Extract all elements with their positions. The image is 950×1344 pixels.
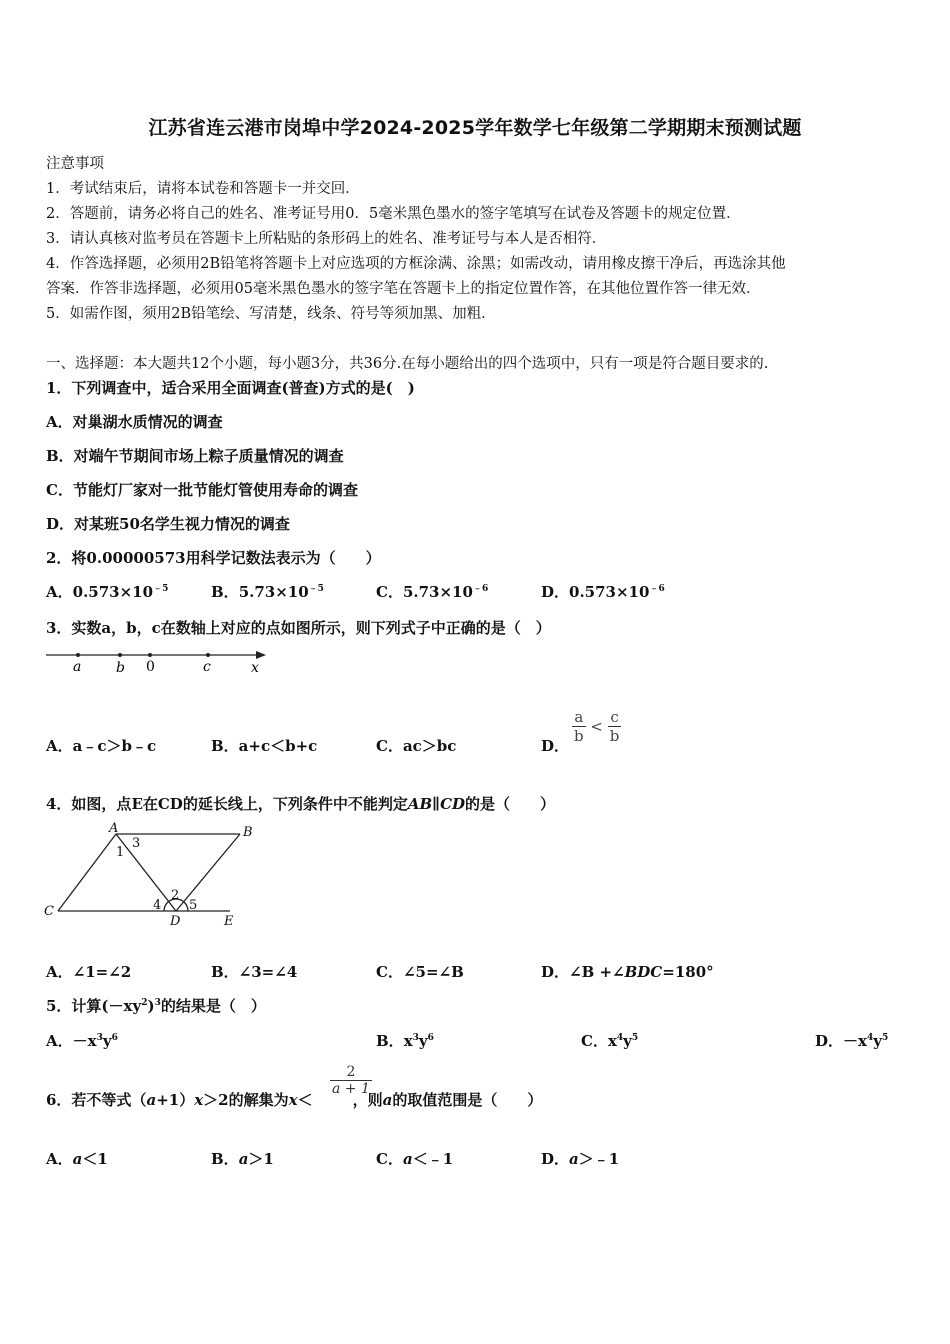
fraction-c-over-b: $\frac{c}{b}$	[609, 708, 620, 745]
point-a	[76, 653, 80, 657]
q4-option-b: B．∠3=∠4	[211, 963, 298, 981]
point-c	[206, 653, 210, 657]
question-3-stem: 3．实数a，b，c在数轴上对应的点如图所示，则下列式子中正确的是（ ）	[46, 619, 551, 637]
label-C: C	[44, 904, 54, 919]
q5-option-c: C．$x^4y^5$	[581, 1032, 639, 1050]
q6-option-a: A．a＜1	[46, 1150, 108, 1168]
question-5-stem: 5．计算$(-xy^2)^3$的结果是（ ）	[46, 997, 266, 1015]
angle-4: 4	[153, 898, 162, 913]
page-title: 江苏省连云港市岗埠中学2024-2025学年数学七年级第二学期期末预测试题	[148, 117, 802, 139]
q3-option-a: A．a﹣c＞b﹣c	[46, 737, 157, 755]
question-6-stem: 6．若不等式（a+1）x＞2的解集为x＜ ，则a的取值范围是（ ）	[46, 1091, 543, 1109]
q5-option-b: B．$x^3y^6$	[376, 1032, 434, 1050]
q6-option-c: C．a＜﹣1	[376, 1150, 454, 1168]
q1-option-b: B．对端午节期间市场上粽子质量情况的调查	[46, 447, 344, 465]
q5-option-a: A．$-x^3y^6$	[46, 1032, 118, 1050]
label-a: a	[73, 659, 82, 675]
q1-option-c: C．节能灯厂家对一批节能灯管使用寿命的调查	[46, 481, 358, 499]
notice-item: 4．作答选择题，必须用2B铅笔将答题卡上对应选项的方框涂满、涂黑；如需改动，请用橡皮擦干净后，再选涂其他	[46, 256, 786, 272]
notice-item: 3．请认真核对监考员在答题卡上所粘贴的条形码上的姓名、准考证号与本人是否相符．	[46, 231, 607, 247]
q3-option-c: C．ac＞bc	[376, 737, 457, 755]
q2-option-d: D．$0.573\times 10^{﹣6}$	[541, 583, 665, 601]
q3-option-d-label: D．	[541, 737, 570, 755]
q4-option-a: A．∠1=∠2	[46, 963, 132, 981]
angle-1: 1	[116, 845, 125, 860]
q2-option-b: B．$5.73\times 10^{﹣5}$	[211, 583, 324, 601]
point-b	[118, 653, 122, 657]
notice-item: 1．考试结束后，请将本试卷和答题卡一并交回．	[46, 181, 360, 197]
notice-item: 2．答题前，请务必将自己的姓名、准考证号用0．5毫米黑色墨水的签字笔填写在试卷及答题卡的规定位置．	[46, 206, 741, 222]
question-2-stem: 2．将0.00000573用科学记数法表示为（ ）	[46, 549, 381, 567]
q6-option-d: D．a＞﹣1	[541, 1150, 620, 1168]
label-zero: 0	[146, 659, 155, 675]
label-B: B	[243, 825, 253, 840]
q4-option-c: C．∠5=∠B	[376, 963, 464, 981]
number-line-figure	[44, 645, 269, 677]
q5-option-d: D．$-x^4y^5$	[815, 1032, 889, 1050]
label-A: A	[109, 821, 119, 836]
label-D: D	[170, 914, 181, 929]
q1-option-a: A．对巢湖水质情况的调查	[46, 413, 223, 431]
label-E: E	[224, 914, 234, 929]
angle-2: 2	[171, 888, 180, 903]
q4-option-d: D．∠B +∠BDC=180°	[541, 963, 714, 981]
question-1-stem: 1．下列调查中，适合采用全面调查(普查)方式的是( )	[46, 379, 415, 397]
section-heading: 一、选择题：本大题共12个小题，每小题3分，共36分.在每小题给出的四个选项中，只有一项是符合题目要求的.	[46, 356, 769, 372]
notice-item: 答案．作答非选择题，必须用05毫米黑色墨水的签字笔在答题卡上的指定位置作答，在其他位置作答一律无效．	[46, 281, 761, 297]
notice-heading: 注意事项	[46, 156, 104, 172]
q1-option-d: D．对某班50名学生视力情况的调查	[46, 515, 290, 533]
label-b: b	[116, 660, 125, 676]
question-4-stem: 4．如图，点E在CD的延长线上，下列条件中不能判定AB∥CD的是（ ）	[46, 795, 556, 813]
label-c: c	[203, 659, 211, 675]
point-zero	[148, 653, 152, 657]
angle-5: 5	[189, 898, 198, 913]
q3-option-b: B．a+c＜b+c	[211, 737, 318, 755]
angle-3: 3	[132, 836, 141, 851]
parallelogram-figure	[40, 818, 265, 933]
q6-fraction: $\frac{2}{a + 1}$	[332, 1064, 370, 1097]
label-x: x	[251, 660, 259, 676]
q2-option-c: C．$5.73\times 10^{﹣6}$	[376, 583, 489, 601]
q3-option-d-expression: $\frac{a}{b}$ < $\frac{c}{b}$	[574, 708, 620, 745]
fraction-a-over-b: $\frac{a}{b}$	[574, 708, 584, 745]
q2-option-a: A．$0.573\times 10^{﹣5}$	[46, 583, 169, 601]
notice-item: 5．如需作图，须用2B铅笔绘、写清楚，线条、符号等须加黑、加粗．	[46, 306, 496, 322]
number-line-arrow	[256, 651, 266, 659]
q6-option-b: B．a＞1	[211, 1150, 274, 1168]
